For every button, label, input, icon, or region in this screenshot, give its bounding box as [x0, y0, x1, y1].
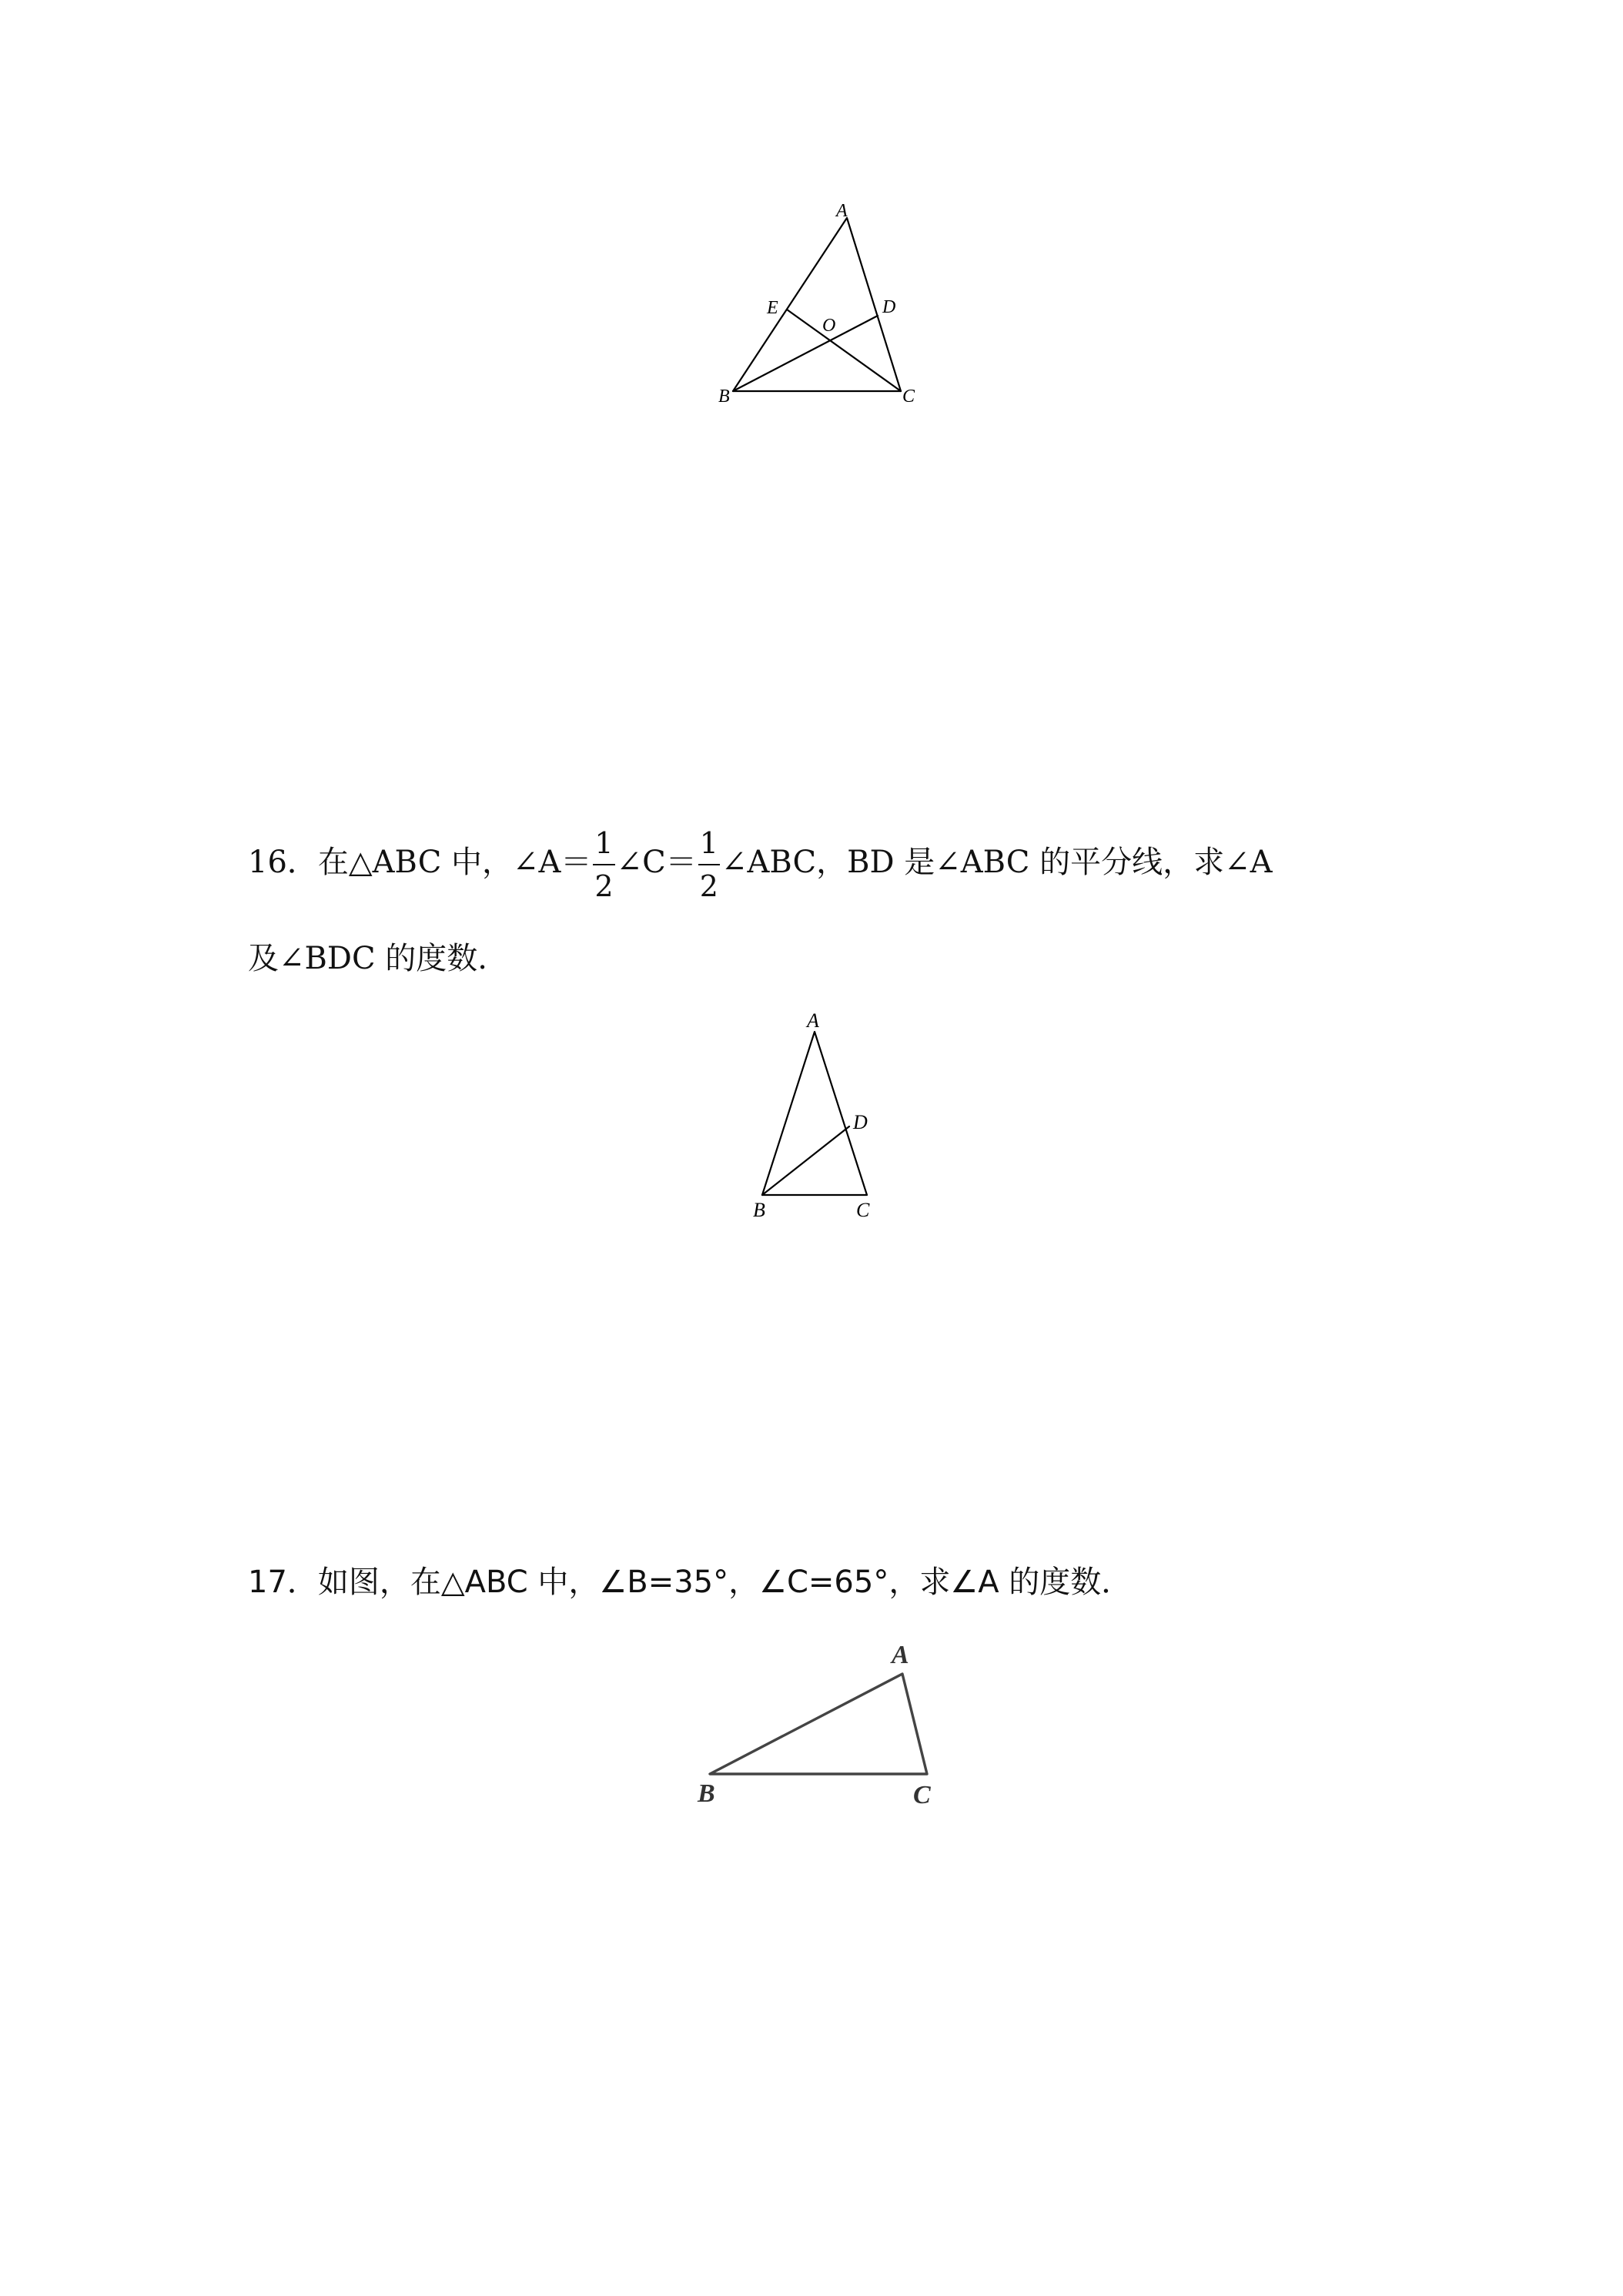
label-vertex-a: A: [807, 1009, 819, 1032]
triangle-abc-outline: [733, 218, 901, 391]
triangle-abc-outline: [710, 1674, 927, 1774]
label-point-e: E: [767, 298, 778, 318]
figure-triangle-bisector: [0, 986, 1623, 1294]
label-point-d: D: [882, 297, 896, 317]
label-vertex-b: B: [718, 387, 730, 407]
problem-number: 16．: [248, 845, 318, 880]
problem-number: 17．: [248, 1565, 318, 1600]
segment-bd: [733, 316, 878, 391]
fraction-denominator: 2: [699, 869, 718, 903]
statement-text: 在△ABC 中，∠A＝: [317, 845, 592, 880]
figure-triangle-cevians: [0, 0, 1623, 539]
problem-16-statement: [248, 816, 1273, 909]
statement-text: ∠ABC，BD 是∠ABC 的平分线，求∠A: [721, 845, 1273, 880]
segment-ce: [787, 310, 901, 391]
label-vertex-a: A: [836, 201, 848, 221]
label-point-o: O: [822, 316, 836, 336]
statement-text: 如图，在△ABC 中，∠B=35°，∠C=65°，求∠A 的度数．: [317, 1565, 1133, 1600]
label-point-d: D: [853, 1111, 868, 1133]
figure-triangle-abc: [0, 1617, 1623, 1848]
label-vertex-a: A: [892, 1641, 909, 1669]
segment-bd: [762, 1126, 849, 1195]
statement-text: ∠C＝: [616, 845, 697, 880]
label-vertex-c: C: [913, 1781, 931, 1809]
triangle-abc-outline: [762, 1032, 867, 1195]
label-vertex-b: B: [698, 1779, 715, 1808]
fraction-one-half: [593, 828, 614, 901]
fraction-one-half: [698, 828, 720, 901]
problem-17-statement: [248, 1555, 1132, 1609]
problem-16-statement-continued: 及∠BDC 的度数.: [248, 941, 488, 976]
fraction-numerator: 1: [698, 828, 720, 865]
label-vertex-c: C: [902, 387, 915, 407]
fraction-numerator: 1: [593, 828, 614, 865]
label-vertex-b: B: [753, 1199, 765, 1221]
label-vertex-c: C: [856, 1199, 870, 1221]
fraction-denominator: 2: [594, 869, 614, 903]
